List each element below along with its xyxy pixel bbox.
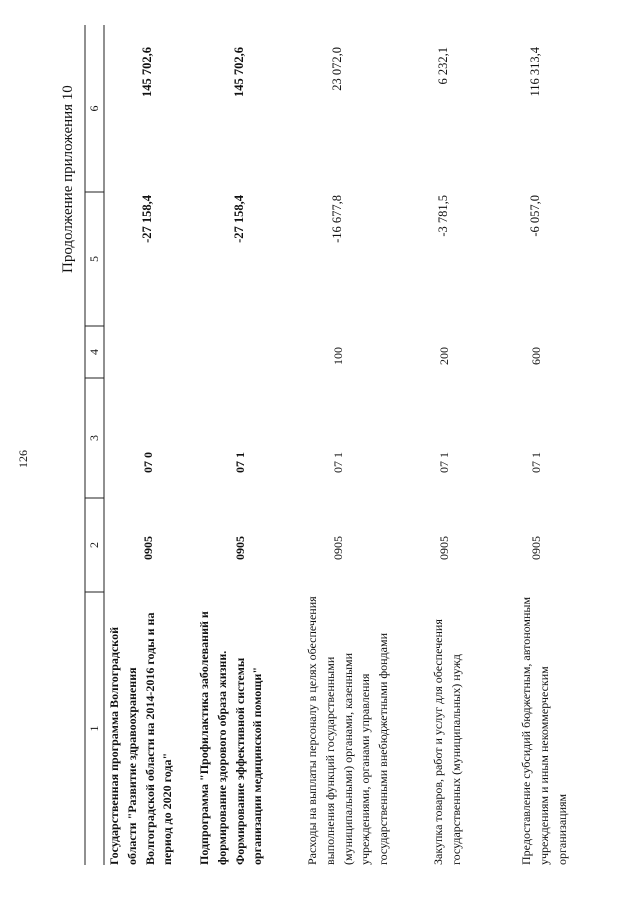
header-col-3: 3 (87, 435, 101, 441)
row-1-change: -27 158,4 (140, 195, 154, 243)
row-2-section: 0905 (233, 536, 247, 560)
row-5-name: Предоставление субсидий бюджетным, автономным учреждениям и иным некоммерческим организациям (519, 596, 569, 865)
row-5-total: 116 313,4 (528, 47, 542, 97)
row-2-name: Подпрограмма "Профилактика заболеваний и формирование здорового образа жизни. Формирование эффективной системы организации медицинской помощи" (197, 611, 265, 865)
header-col-2: 2 (87, 542, 101, 548)
row-1-name: Государственная программа Волгоградской области "Развитие здравоохранения Волгоградской области на 2014-2016 годы и на период до 2020 года" (107, 612, 175, 865)
page-number: 126 (16, 450, 30, 468)
row-1-target: 07 0 (141, 452, 155, 473)
header-col-4: 4 (87, 349, 101, 355)
continuation-title: Продолжение приложения 10 (60, 85, 76, 273)
header-col-1: 1 (87, 725, 101, 732)
header-col-5: 5 (87, 256, 101, 262)
row-4-section: 0905 (437, 536, 451, 560)
row-4-name: Закупка товаров, работ и услуг для обеспечения государственных (муниципальных) нужд (431, 619, 463, 865)
row-4-total: 6 232,1 (436, 47, 450, 85)
row-3-target: 07 1 (331, 452, 345, 473)
row-5-change: -6 057,0 (528, 195, 542, 237)
row-3-change: -16 677,8 (330, 195, 344, 243)
header-col-6: 6 (87, 105, 101, 112)
row-3-type: 100 (331, 347, 345, 365)
row-2-target: 07 1 (233, 452, 247, 473)
row-3-total: 23 072,0 (330, 47, 344, 91)
row-3-name: Расходы на выплаты персоналу в целях обеспечения выполнения функций государственными (муниципальными) органами, казенными учреждениями, органами управления государственными внебюджетными фондами (305, 596, 391, 865)
row-2-total: 145 702,6 (232, 47, 246, 97)
row-4-change: -3 781,5 (436, 195, 450, 237)
row-3-section: 0905 (331, 536, 345, 560)
row-1-section: 0905 (141, 536, 155, 560)
row-2-change: -27 158,4 (232, 195, 246, 243)
row-5-target: 07 1 (529, 452, 543, 473)
row-4-target: 07 1 (437, 452, 451, 473)
row-1-total: 145 702,6 (140, 47, 154, 97)
row-5-section: 0905 (529, 536, 543, 560)
row-5-type: 600 (529, 347, 543, 365)
row-4-type: 200 (437, 347, 451, 365)
